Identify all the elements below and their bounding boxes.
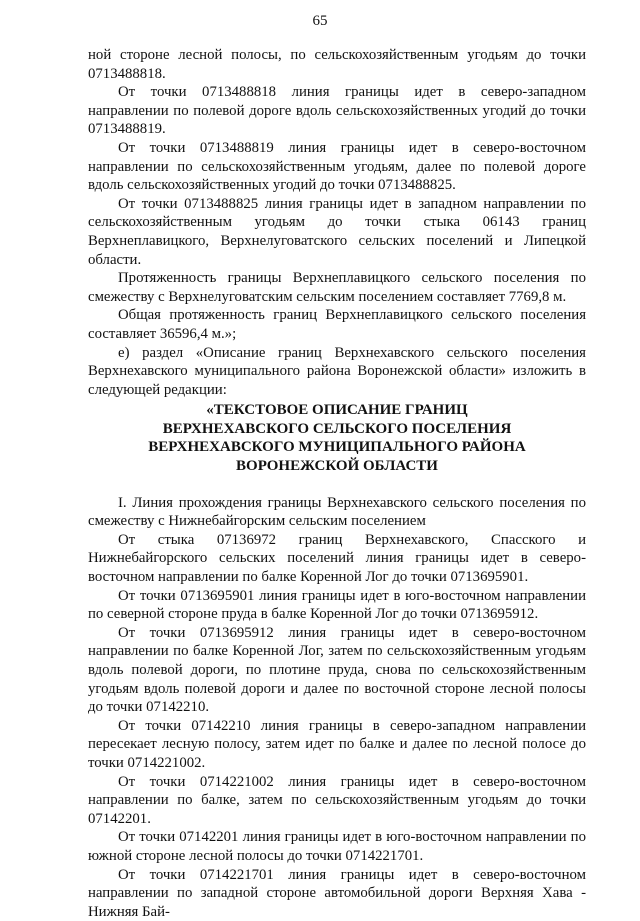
page-number: 65 xyxy=(312,13,328,29)
paragraph: От точки 0714221701 линия границы идет в северо-восточном направлении по западной стороне автомобильной дороги Верхняя Хава - Нижняя Бай- xyxy=(88,866,586,920)
paragraph: От стыка 07136972 границ Верхнехавского, Спасского и Нижнебайгорского сельских поселений линия границы идет в северо-восточном направлении по балке Коренной Лог до точки 0713695901. xyxy=(88,531,586,586)
paragraph: От точки 0713695912 линия границы идет в северо-восточном направлении по балке Коренной Лог, затем по сельскохозяйственным угодьям вдоль полевой дороги, по плотине пруда, снова по сельскохозяйственным угодьям вдоль полевой дороги и далее по восточной стороне лесной полосы до точки 07142210. xyxy=(88,624,586,716)
paragraph: От точки 0713488818 линия границы идет в северо-западном направлении по полевой дороге вдоль сельскохозяйственных угодий до точки 0713488819. xyxy=(88,84,586,138)
section-title-line: ВОРОНЕЖСКОЙ ОБЛАСТИ xyxy=(236,458,438,475)
paragraph: ной стороне лесной полосы, по сельскохозяйственным угодьям до точки 0713488818. xyxy=(88,47,586,82)
paragraph: Протяженность границы Верхнеплавицкого сельского поселения по смежеству с Верхнелуговатским сельским поселением составляет 7769,8 м. xyxy=(88,270,586,305)
paragraph: От точки 07142201 линия границы идет в юго-восточном направлении по южной стороне лесной полосы до точки 0714221701. xyxy=(88,829,586,864)
paragraphs-bottom xyxy=(88,494,586,921)
paragraph: I. Линия прохождения границы Верхнехавского сельского поселения по смежеству с Нижнебайгорским сельским поселением xyxy=(88,494,586,530)
section-title-line: «ТЕКСТОВОЕ ОПИСАНИЕ ГРАНИЦ xyxy=(206,402,468,419)
section-title-line: ВЕРХНЕХАВСКОГО МУНИЦИПАЛЬНОГО РАЙОНА xyxy=(148,439,526,456)
spacer xyxy=(88,480,586,494)
section-title-line: ВЕРХНЕХАВСКОГО СЕЛЬСКОГО ПОСЕЛЕНИЯ xyxy=(162,420,512,437)
paragraph: От точки 0713488825 линия границы идет в западном направлении по сельскохозяйственным угодьям до точки стыка 06143 границ Верхнеплавицкого, Верхнелуговатского сельских поселений и Липецкой области. xyxy=(88,195,586,268)
paragraph: От точки 0713695901 линия границы идет в юго-восточном направлении по северной стороне пруда в балке Коренной Лог до точки 0713695912. xyxy=(88,587,586,623)
document-body xyxy=(88,46,586,921)
paragraph: Общая протяженность границ Верхнеплавицкого сельского поселения составляет 36596,4 м.»; xyxy=(88,307,586,342)
section-title xyxy=(88,401,586,475)
paragraphs-top xyxy=(88,46,586,399)
paragraph: е) раздел «Описание границ Верхнехавского сельского поселения Верхнехавского муниципального района Воронежской области» изложить в следующей редакции: xyxy=(88,344,586,398)
paragraph: От точки 0713488819 линия границы идет в северо-восточном направлении по сельскохозяйственным угодьям, далее по полевой дороге вдоль сельскохозяйственных угодий до точки 0713488825. xyxy=(88,139,586,194)
paragraph: От точки 0714221002 линия границы идет в северо-восточном направлении по балке, затем по сельскохозяйственным угодьям до точки 07142201. xyxy=(88,773,586,827)
paragraph: От точки 07142210 линия границы в северо-западном направлении пересекает лесную полосу, затем идет по балке и далее по лесной полосе до точки 0714221002. xyxy=(88,717,586,771)
